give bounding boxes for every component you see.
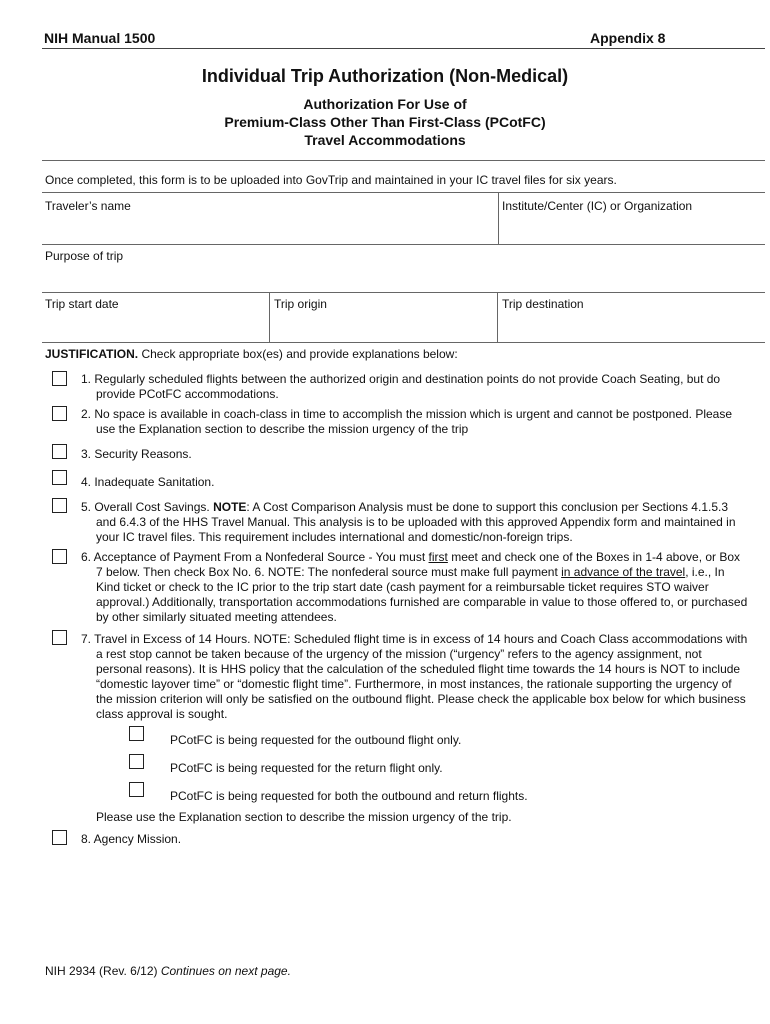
checkbox-item-1[interactable]: [52, 371, 67, 386]
origin-label: Trip origin: [274, 297, 327, 311]
option-return-only: PCotFC is being requested for the return flight only.: [170, 761, 443, 775]
item-5-post: : A Cost Comparison Analysis must be done to support this conclusion per Sections 4.1.5.3 and 6.4.3 of the HHS Travel Manual. This analysis is to be uploaded with this approved Appendix form and maintained in your IC travel files. This requirement includes international and domestic/non-foreign trips.: [96, 500, 736, 544]
checkbox-return-only[interactable]: [129, 754, 144, 769]
justification-instruction: Check appropriate box(es) and provide explanations below:: [138, 347, 458, 361]
option-outbound-only: PCotFC is being requested for the outbound flight only.: [170, 733, 462, 747]
rule-4: [42, 342, 765, 343]
checkbox-item-3[interactable]: [52, 444, 67, 459]
item-6-b: meet and check one of the Boxes in 1-4 above, or Box 7 below. Then check Box No. 6. NOTE: The nonfederal source must make full payment: [96, 550, 741, 579]
institute-field[interactable]: [499, 192, 765, 244]
institute-label: Institute/Center (IC) or Organization: [502, 199, 693, 213]
item-6-c: , i.e., In Kind ticket or check to the IC prior to the trip start date (cash payment for a reimbursable ticket requires STO waiver approval.) Additionally, transportation accommodations furnished are comparable in value to those offered to, or purchased by other similarly situated meeting attendees.: [96, 565, 748, 624]
item-6-in-advance: in advance of the travel: [561, 565, 686, 579]
appendix-label: Appendix 8: [590, 30, 666, 46]
item-5-text: [81, 500, 748, 545]
header-rule: [42, 48, 765, 49]
checkbox-item-4[interactable]: [52, 470, 67, 485]
item-5-note: NOTE: [213, 500, 247, 514]
item-4-text: 4. Inadequate Sanitation.: [81, 475, 215, 489]
travelers-name-field[interactable]: [42, 192, 498, 244]
travelers-name-label: Traveler’s name: [45, 199, 131, 213]
checkbox-item-7[interactable]: [52, 630, 67, 645]
upload-instruction: Once completed, this form is to be uploaded into GovTrip and maintained in your IC travel files for six years.: [45, 173, 617, 187]
start-date-label: Trip start date: [45, 297, 119, 311]
item-8-text: 8. Agency Mission.: [81, 832, 182, 846]
item-5-pre: 5. Overall Cost Savings.: [81, 500, 214, 514]
checkbox-item-8[interactable]: [52, 830, 67, 845]
subtitle-line-3: Travel Accommodations: [304, 132, 466, 148]
checkbox-outbound-only[interactable]: [129, 726, 144, 741]
item-6-a: 6. Acceptance of Payment From a Nonfederal Source - You must: [81, 550, 429, 564]
continues-note: Continues on next page.: [160, 964, 291, 978]
footer: [45, 964, 291, 978]
item-2-text: 2. No space is available in coach-class in time to accomplish the mission which is urgent and cannot be postponed. Please use the Explanation section to describe the mission urgency of the trip: [81, 407, 733, 436]
justification-label: JUSTIFICATION.: [45, 347, 139, 361]
justification-heading: [45, 347, 458, 361]
item-7-note: Please use the Explanation section to describe the mission urgency of the trip.: [96, 810, 512, 824]
subtitle-line-1: Authorization For Use of: [303, 96, 467, 112]
subtitle-line-2: Premium-Class Other Than First-Class (PCotFC): [224, 114, 546, 130]
form-top-rule: [42, 160, 765, 161]
option-both-flights: PCotFC is being requested for both the outbound and return flights.: [170, 789, 528, 803]
checkbox-item-5[interactable]: [52, 498, 67, 513]
destination-label: Trip destination: [502, 297, 584, 311]
form-code: NIH 2934 (Rev. 6/12): [45, 964, 161, 978]
item-1-text: 1. Regularly scheduled flights between the authorized origin and destination points do not provide Coach Seating, but do provide PCotFC accommodations.: [81, 372, 721, 401]
manual-label: NIH Manual 1500: [44, 30, 156, 46]
item-6-text: [81, 550, 748, 625]
origin-field[interactable]: [270, 292, 497, 342]
item-6-first: first: [428, 550, 448, 564]
checkbox-item-6[interactable]: [52, 549, 67, 564]
purpose-field[interactable]: [42, 244, 765, 292]
destination-field[interactable]: [498, 292, 765, 342]
form-title: Individual Trip Authorization (Non-Medical): [201, 66, 569, 86]
checkbox-item-2[interactable]: [52, 406, 67, 421]
purpose-label: Purpose of trip: [45, 249, 124, 263]
item-7-text: 7. Travel in Excess of 14 Hours. NOTE: Scheduled flight time is in excess of 14 hours and Coach Class accommodations with a rest stop cannot be taken because of the urgency of the mission (“urgency” refers to the agency assignment, not personal reasons). It is HHS policy that the calculation of the scheduled flight time towards the 14 hours is NOT to include “domestic layover time” or “domestic flight time”. Furthermore, in most instances, the rationale supporting the urgency of the mission criterion will only be satisfied on the outbound flight. Please check the applicable box below for which business class approval is sought.: [81, 632, 748, 721]
checkbox-both-flights[interactable]: [129, 782, 144, 797]
item-3-text: 3. Security Reasons.: [81, 447, 192, 461]
start-date-field[interactable]: [42, 292, 269, 342]
